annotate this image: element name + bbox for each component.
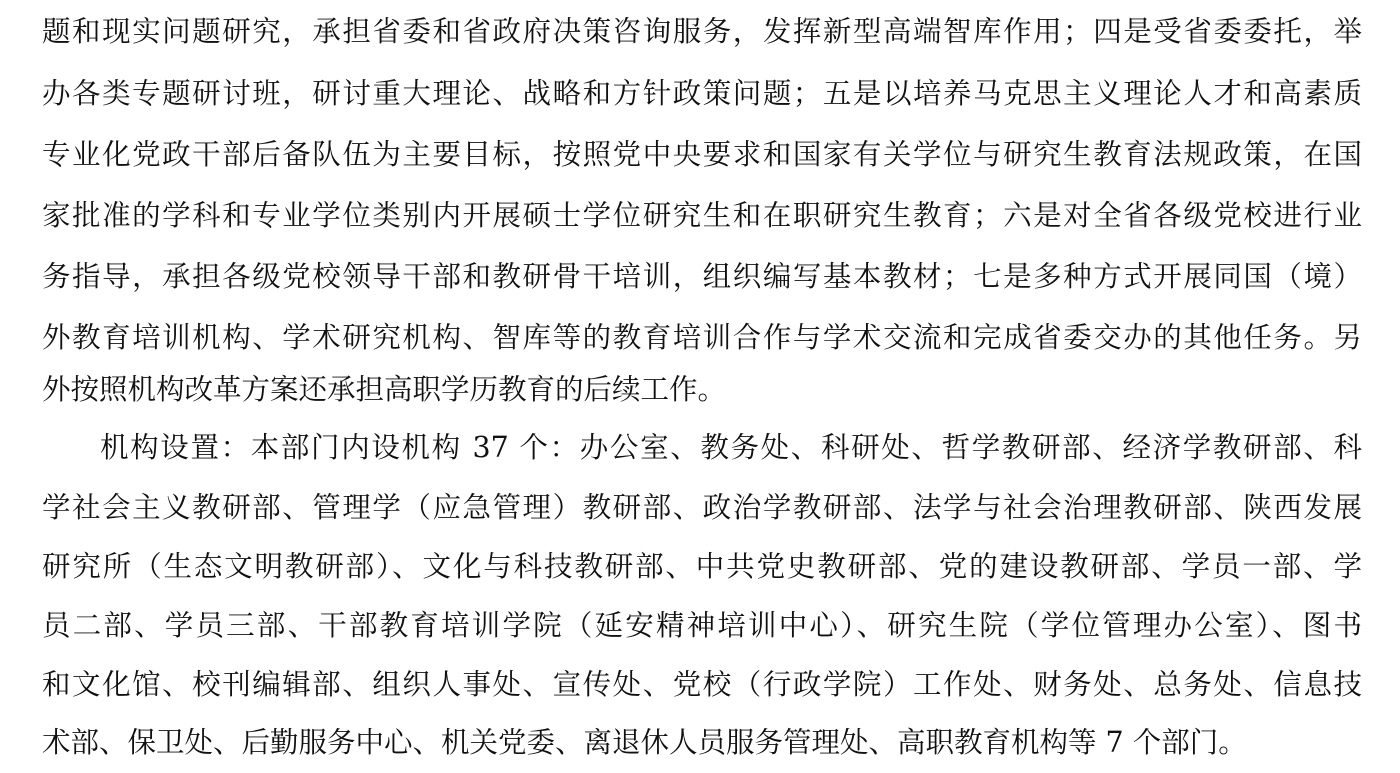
text-line: 外按照机构改革方案还承担高职学历教育的后续工作。	[42, 373, 727, 406]
text-line: 研究所（生态文明教研部）、文化与科技教研部、中共党史教研部、党的建设教研部、学员一部、学	[42, 550, 1362, 583]
text-line: 员二部、学员三部、干部教育培训学院（延安精神培训中心）、研究生院（学位管理办公室）、图书	[42, 609, 1362, 642]
text-line: 外教育培训机构、学术研究机构、智库等的教育培训合作与学术交流和完成省委交办的其他任务。另	[42, 321, 1362, 354]
text-line: 专业化党政干部后备队伍为主要目标，按照党中央要求和国家有关学位与研究生教育法规政策，在国	[42, 138, 1362, 171]
text-line: 和文化馆、校刊编辑部、组织人事处、宣传处、党校（行政学院）工作处、财务处、总务处、信息技	[42, 668, 1362, 701]
text-line: 办各类专题研讨班，研讨重大理论、战略和方针政策问题；五是以培养马克思主义理论人才和高素质	[42, 77, 1362, 110]
text-line: 题和现实问题研究，承担省委和省政府决策咨询服务，发挥新型高端智库作用；四是受省委委托，举	[42, 15, 1362, 48]
text-line: 家批准的学科和专业学位类别内开展硕士学位研究生和在职研究生教育；六是对全省各级党校进行业	[42, 199, 1362, 232]
text-line: 学社会主义教研部、管理学（应急管理）教研部、政治学教研部、法学与社会治理教研部、陕西发展	[42, 491, 1362, 524]
text-line: 务指导，承担各级党校领导干部和教研骨干培训，组织编写基本教材；七是多种方式开展同国（境）	[42, 260, 1362, 293]
text-line: 术部、保卫处、后勤服务中心、机关党委、离退休人员服务管理处、高职教育机构等 7 个部门。	[42, 726, 1247, 759]
text-line: 机构设置：本部门内设机构 37 个：办公室、教务处、科研处、哲学教研部、经济学教研部、科	[100, 431, 1362, 464]
